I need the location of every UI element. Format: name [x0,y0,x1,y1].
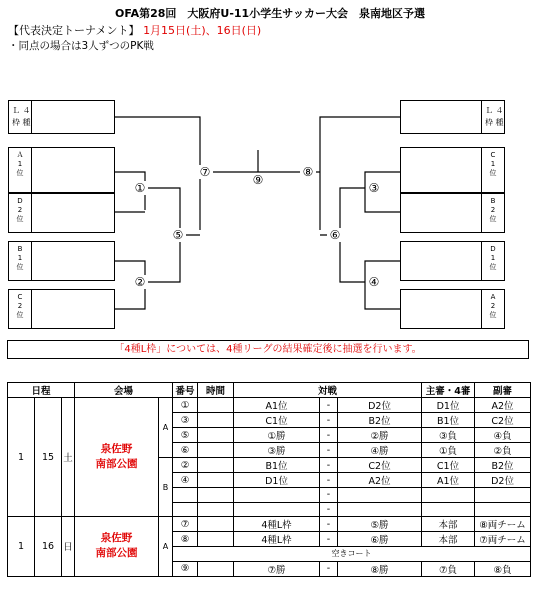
slot-right-c1 [400,147,505,193]
slot-left-b1-label: B 1 位 [16,245,24,271]
match-separator: - [320,413,338,428]
match-home: 4種L枠 [234,532,320,547]
match-home [234,488,320,503]
slot-right-b2 [400,193,505,233]
header-time: 時間 [198,383,234,398]
match-referee: 本部 [422,532,475,547]
match-assistant: ④負 [475,428,531,443]
header-assistant: 副審 [475,383,531,398]
match-time [198,458,234,473]
match-number: ④ [173,473,198,488]
day1-month: 1 [8,398,35,517]
match-assistant: ②負 [475,443,531,458]
slot-left-l4-line2: 枠 種 [12,118,31,127]
match-8-number: ⑧ [300,165,316,179]
match-time [198,473,234,488]
match-referee: ③負 [422,428,475,443]
match-separator: - [320,428,338,443]
match-home: ⑦勝 [234,561,320,576]
match-away [338,502,422,517]
slot-left-c2 [8,289,115,329]
match-number [173,502,198,517]
match-time [198,398,234,413]
slot-left-l4-line1: Ｌ ４ [12,106,31,115]
match-number [173,488,198,503]
match-assistant: ⑦両チーム [475,532,531,547]
slot-right-d1 [400,241,505,281]
match-assistant: D2位 [475,473,531,488]
match-away: ⑥勝 [338,532,422,547]
match-separator: - [320,398,338,413]
slot-left-b1 [8,241,115,281]
match-time [198,561,234,576]
match-home: B1位 [234,458,320,473]
empty-court-label: 空きコート [173,547,531,562]
match-referee: 本部 [422,517,475,532]
match-number: ① [173,398,198,413]
match-home: 4種L枠 [234,517,320,532]
match-home: A1位 [234,398,320,413]
slot-right-a2 [400,289,505,329]
slot-left-c2-label: C 2 位 [16,293,24,319]
slot-left-a1-label: Ａ 1 位 [16,151,24,177]
table-row [8,398,531,413]
day2-court-a: A [159,517,173,577]
lottery-notice: 「4種L枠」については、4種リーグの結果確定後に抽選を行います。 [7,340,529,359]
slot-right-d1-label-box [481,241,505,281]
match-4-number: ④ [366,275,382,289]
slot-right-l4-line2: 枠 種 [485,118,504,127]
match-number: ⑦ [173,517,198,532]
match-assistant: C2位 [475,413,531,428]
match-referee: ①負 [422,443,475,458]
day1-venue-line1: 泉佐野 [100,443,133,456]
day2-weekday: 日 [62,517,75,577]
subtitle-prefix: 【代表決定トーナメント】 [8,24,140,37]
match-assistant: A2位 [475,398,531,413]
slot-right-b2-label: B 2 位 [489,197,497,223]
slot-left-a1-label-box [8,147,32,193]
schedule-header-row [8,383,531,398]
match-assistant [475,488,531,503]
day2-venue-line1: 泉佐野 [100,532,133,545]
match-time [198,488,234,503]
match-6-number: ⑥ [327,228,343,242]
slot-left-d2-label: D 2 位 [16,197,24,223]
match-separator: - [320,458,338,473]
slot-right-b2-label-box [481,193,505,233]
match-5-number: ⑤ [170,228,186,242]
match-separator: - [320,502,338,517]
match-referee: ⑦負 [422,561,475,576]
match-away: ⑤勝 [338,517,422,532]
day1-day: 15 [35,398,62,517]
subtitle-dates: 1月15日(土)、16日(日) [143,24,262,37]
match-referee: C1位 [422,458,475,473]
match-home [234,502,320,517]
match-time [198,532,234,547]
day1-weekday: 土 [62,398,75,517]
slot-right-a2-label: A 2 位 [489,293,497,319]
pk-note: ・同点の場合は3人ずつのPK戦 [8,40,154,52]
header-number: 番号 [173,383,198,398]
match-separator: - [320,561,338,576]
day2-venue-line2: 南部公園 [95,547,138,560]
slot-left-d2-label-box [8,193,32,233]
slot-left-a1 [8,147,115,193]
match-separator: - [320,517,338,532]
match-time [198,443,234,458]
day1-court-b: B [159,458,173,517]
slot-right-d1-label: D 1 位 [489,245,497,271]
header-date: 日程 [8,383,75,398]
match-assistant [475,502,531,517]
match-number: ⑥ [173,443,198,458]
match-assistant: ⑧負 [475,561,531,576]
slot-right-c1-label-box [481,147,505,193]
match-number: ③ [173,413,198,428]
day1-court-a: A [159,398,173,458]
match-2-number: ② [132,275,148,289]
match-away: B2位 [338,413,422,428]
slot-right-l4-line1: Ｌ ４ [485,106,504,115]
match-separator: - [320,532,338,547]
page-title: OFA第28回 大阪府U-11小学生サッカー大会 泉南地区予選 [114,7,425,20]
match-9-number: ⑨ [250,173,266,187]
match-number: ⑤ [173,428,198,443]
match-referee [422,488,475,503]
match-time [198,413,234,428]
match-number: ⑨ [173,561,198,576]
match-time [198,517,234,532]
day2-venue [75,517,159,577]
match-assistant: ⑧両チーム [475,517,531,532]
match-away: ②勝 [338,428,422,443]
match-away: C2位 [338,458,422,473]
slot-right-a2-label-box [481,289,505,329]
match-away: A2位 [338,473,422,488]
header-referee: 主審・4審 [422,383,475,398]
slot-right-l4-label-box [481,100,505,134]
match-number: ② [173,458,198,473]
header-match: 対戦 [234,383,422,398]
header-venue: 会場 [75,383,173,398]
match-separator: - [320,473,338,488]
slot-left-l4-label-box [8,100,32,134]
day1-venue [75,398,159,517]
match-referee: D1位 [422,398,475,413]
match-1-number: ① [132,181,148,195]
match-referee: A1位 [422,473,475,488]
schedule-table [7,382,531,577]
match-away: ④勝 [338,443,422,458]
day2-month: 1 [8,517,35,577]
match-number: ⑧ [173,532,198,547]
match-away [338,488,422,503]
match-home: C1位 [234,413,320,428]
day1-venue-line2: 南部公園 [95,458,138,471]
match-away: ⑧勝 [338,561,422,576]
match-time [198,502,234,517]
slot-left-c2-label-box [8,289,32,329]
slot-right-l4 [400,100,505,134]
match-time [198,428,234,443]
match-away: D2位 [338,398,422,413]
match-home: ①勝 [234,428,320,443]
slot-left-d2 [8,193,115,233]
match-assistant: B2位 [475,458,531,473]
match-separator: - [320,488,338,503]
match-home: D1位 [234,473,320,488]
match-7-number: ⑦ [197,165,213,179]
match-referee [422,502,475,517]
slot-left-l4 [8,100,115,134]
day2-day: 16 [35,517,62,577]
match-referee: B1位 [422,413,475,428]
match-3-number: ③ [366,181,382,195]
match-separator: - [320,443,338,458]
match-home: ③勝 [234,443,320,458]
slot-right-c1-label: C 1 位 [489,151,497,177]
table-row [8,517,531,532]
slot-left-b1-label-box [8,241,32,281]
